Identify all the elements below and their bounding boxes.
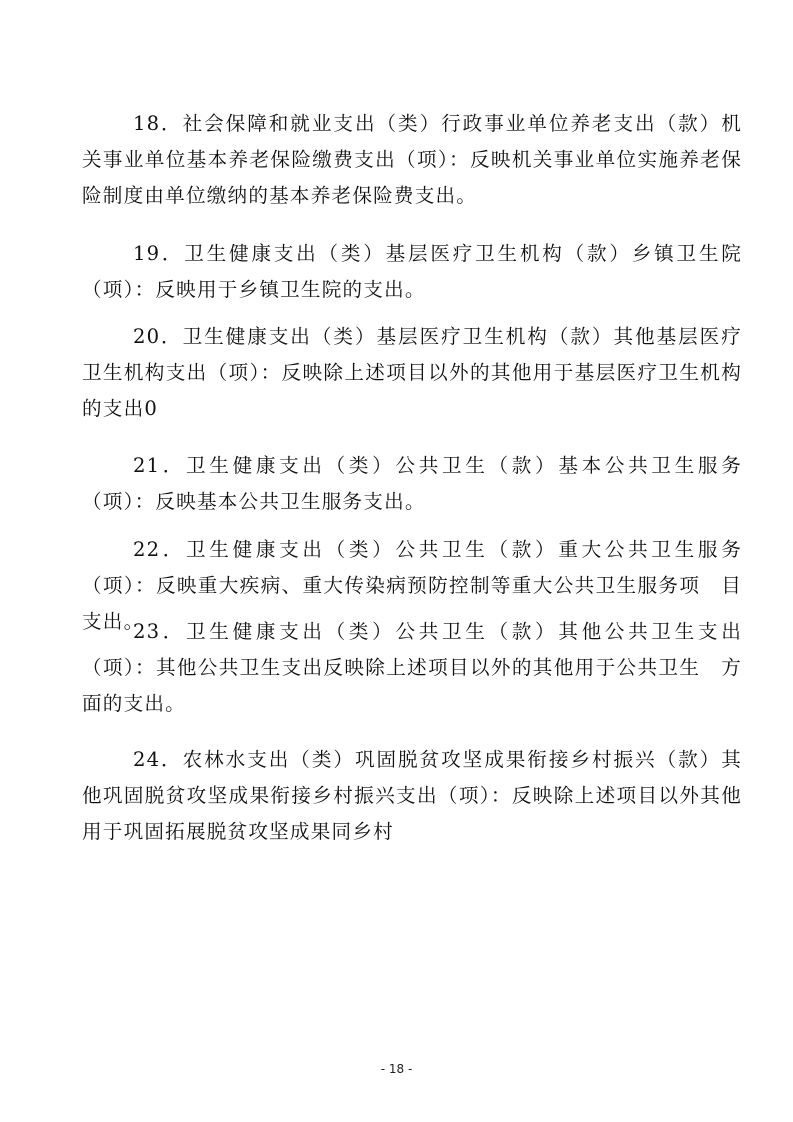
paragraph-19: 19．卫生健康支出（类）基层医疗卫生机构（款）乡镇卫生院（项）：反映用于乡镇卫生院的支出。	[82, 242, 742, 301]
paragraph-24: 24．农林水支出（类）巩固脱贫攻坚成果衔接乡村振兴（款）其他巩固脱贫攻坚成果衔接乡村振兴支出（项）：反映除上述项目以外其他用于巩固拓展脱贫攻坚成果同乡村	[82, 748, 742, 843]
paragraph-23: 23．卫生健康支出（类）公共卫生（款）其他公共卫生支出（项）：其他公共卫生支出反映除上述项目以外的其他用于公共卫生 方面的支出。	[82, 620, 742, 715]
paragraph-22: 22．卫生健康支出（类）公共卫生（款）重大公共卫生服务（项）：反映重大疾病、重大传染病预防控制等重大公共卫生服务项 目支出。	[82, 538, 742, 633]
page-number: - 18 -	[380, 1062, 413, 1076]
paragraph-20: 20．卫生健康支出（类）基层医疗卫生机构（款）其他基层医疗卫生机构支出（项）：反映除上述项目以外的其他用于基层医疗卫生机构的支出0	[82, 325, 742, 420]
paragraph-21: 21．卫生健康支出（类）公共卫生（款）基本公共卫生服务（项）：反映基本公共卫生服务支出。	[82, 454, 742, 513]
paragraph-18: 18．社会保障和就业支出（类）行政事业单位养老支出（款）机关事业单位基本养老保险缴费支出（项）：反映机关事业单位实施养老保险制度由单位缴纳的基本养老保险费支出。	[82, 112, 742, 207]
